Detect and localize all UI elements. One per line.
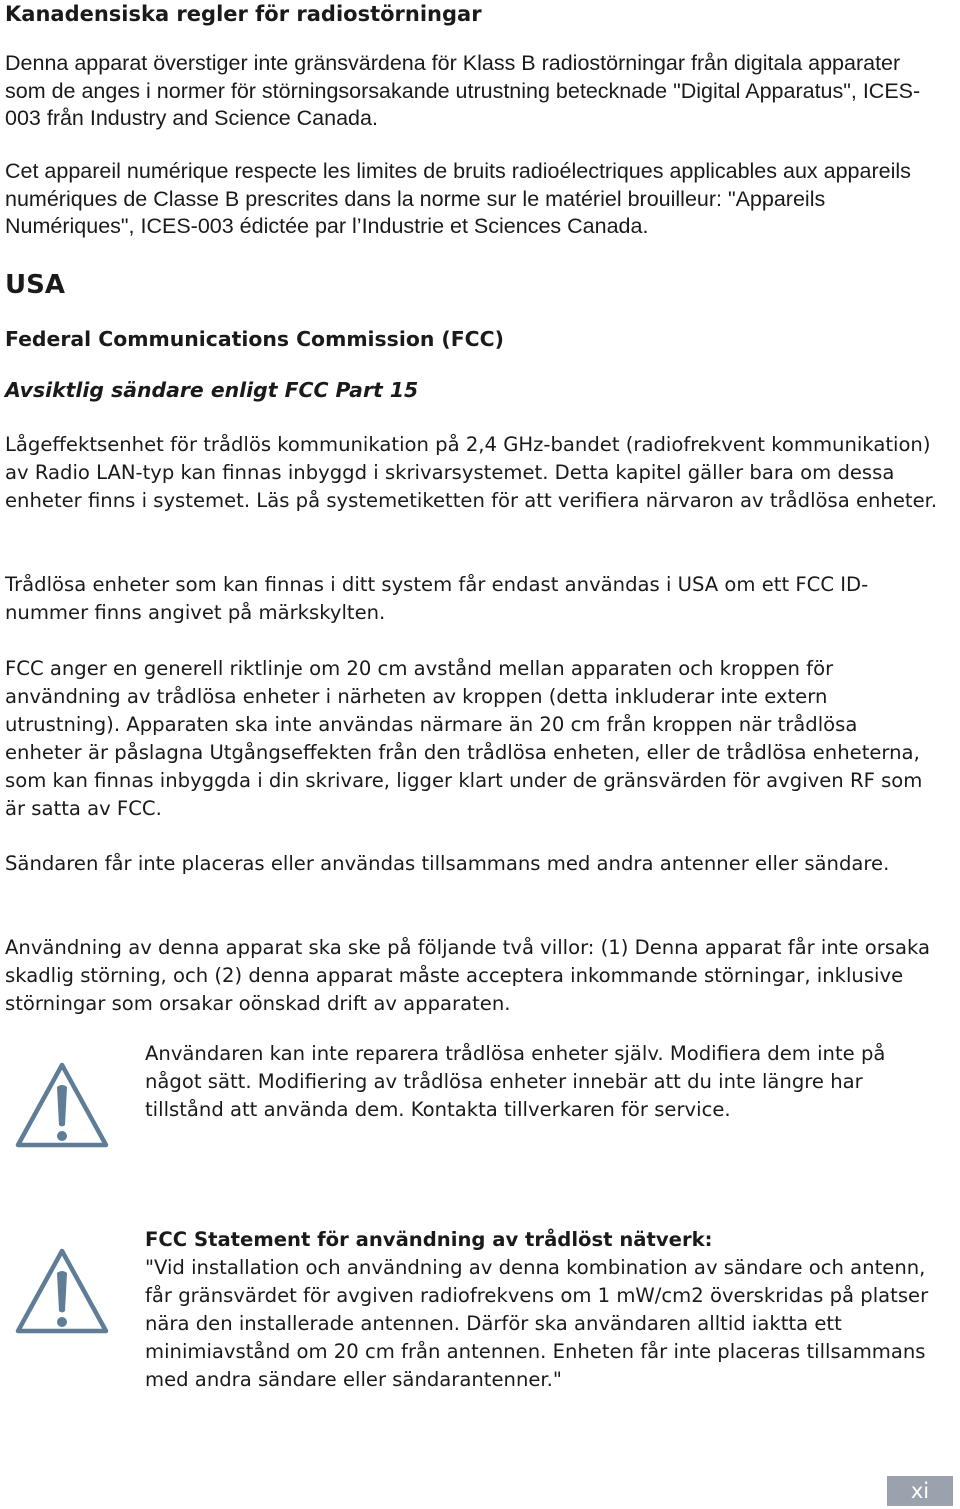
fcc-paragraph-distance-guideline: FCC anger en generell riktlinje om 20 cm avstånd mellan apparaten och kroppen för användning av trådlösa enheter i närheten av kroppen (detta inkluderar inte extern utrustning). Apparaten ska inte användas närmare än 20 cm från kroppen när trådlösa enheter är påslagna Utgångseffekten från den trådlösa enheten, eller de trådlösa enheterna, som kan finnas inbyggda i din skrivare, ligger klart under de gränsvärden för avgiven RF som är satta av FCC. — [5, 657, 923, 820]
canada-paragraph-swedish: Denna apparat överstiger inte gränsvärdena för Klass B radiostörningar från digitala apparater som de anges i normer för störningsorsakande utrustning betecknade "Digital Apparatus", ICES-003 från Industry and Science Canada. — [5, 51, 921, 130]
fcc-heading: Federal Communications Commission (FCC) — [5, 327, 504, 351]
canada-heading: Kanadensiska regler för radiostörningar — [5, 2, 482, 26]
warning-triangle-icon — [13, 1245, 111, 1337]
fcc-paragraph-conditions: Användning av denna apparat ska ske på följande två villor: (1) Denna apparat får inte orsaka skadlig störning, och (2) denna apparat måste acceptera inkommande störningar, inklusive störningar som orsakar oönskad drift av apparaten. — [5, 936, 930, 1015]
warning-triangle-icon — [13, 1059, 111, 1151]
warning-fcc-statement-text: "Vid installation och användning av denna kombination av sändare och antenn, får gränsvärdet för avgiven radiofrekvens om 1 mW/cm2 överskridas på platser nära den installerade antennen. Därför ska användaren alltid iaktta ett minimiavstånd om 20 cm från antennen. Enheten får inte placeras tillsammans med andra sändare eller sändarantenner." — [145, 1256, 929, 1391]
warning-repair-text: Användaren kan inte reparera trådlösa enheter själv. Modifiera dem inte på något sätt. Modifiering av trådlösa enheter innebär att du inte längre har tillstånd att använda dem. Kontakta tillverkaren för service. — [145, 1042, 886, 1121]
warning-fcc-statement — [145, 1226, 945, 1394]
fcc-paragraph-fcc-id: Trådlösa enheter som kan finnas i ditt system får endast användas i USA om ett FCC ID-nummer finns angivet på märkskylten. — [5, 573, 869, 624]
canada-paragraph-french: Cet appareil numérique respecte les limites de bruits radioélectriques applicables aux appareils numériques de Classe B prescrites dans la norme sur le matériel brouilleur: "Appareils Numériques", ICES-003 édictée par l’Industrie et Sciences Canada. — [5, 159, 911, 238]
usa-heading: USA — [5, 270, 65, 300]
page-number-badge: xi — [887, 1476, 953, 1506]
fcc-paragraph-wireless-module: Lågeffektsenhet för trådlös kommunikation på 2,4 GHz-bandet (radiofrekvent kommunikation) av Radio LAN-typ kan finnas inbyggd i skrivarsystemet. Detta kapitel gäller bara om dessa enheter finns i systemet. Läs på systemetiketten för att verifiera närvaron av trådlösa enheter. — [5, 433, 938, 512]
warning-fcc-statement-title: FCC Statement för användning av trådlöst nätverk: — [145, 1228, 713, 1251]
fcc-part15-subheading: Avsiktlig sändare enligt FCC Part 15 — [5, 378, 419, 402]
fcc-paragraph-colocation: Sändaren får inte placeras eller användas tillsammans med andra antenner eller sändare. — [5, 852, 890, 875]
